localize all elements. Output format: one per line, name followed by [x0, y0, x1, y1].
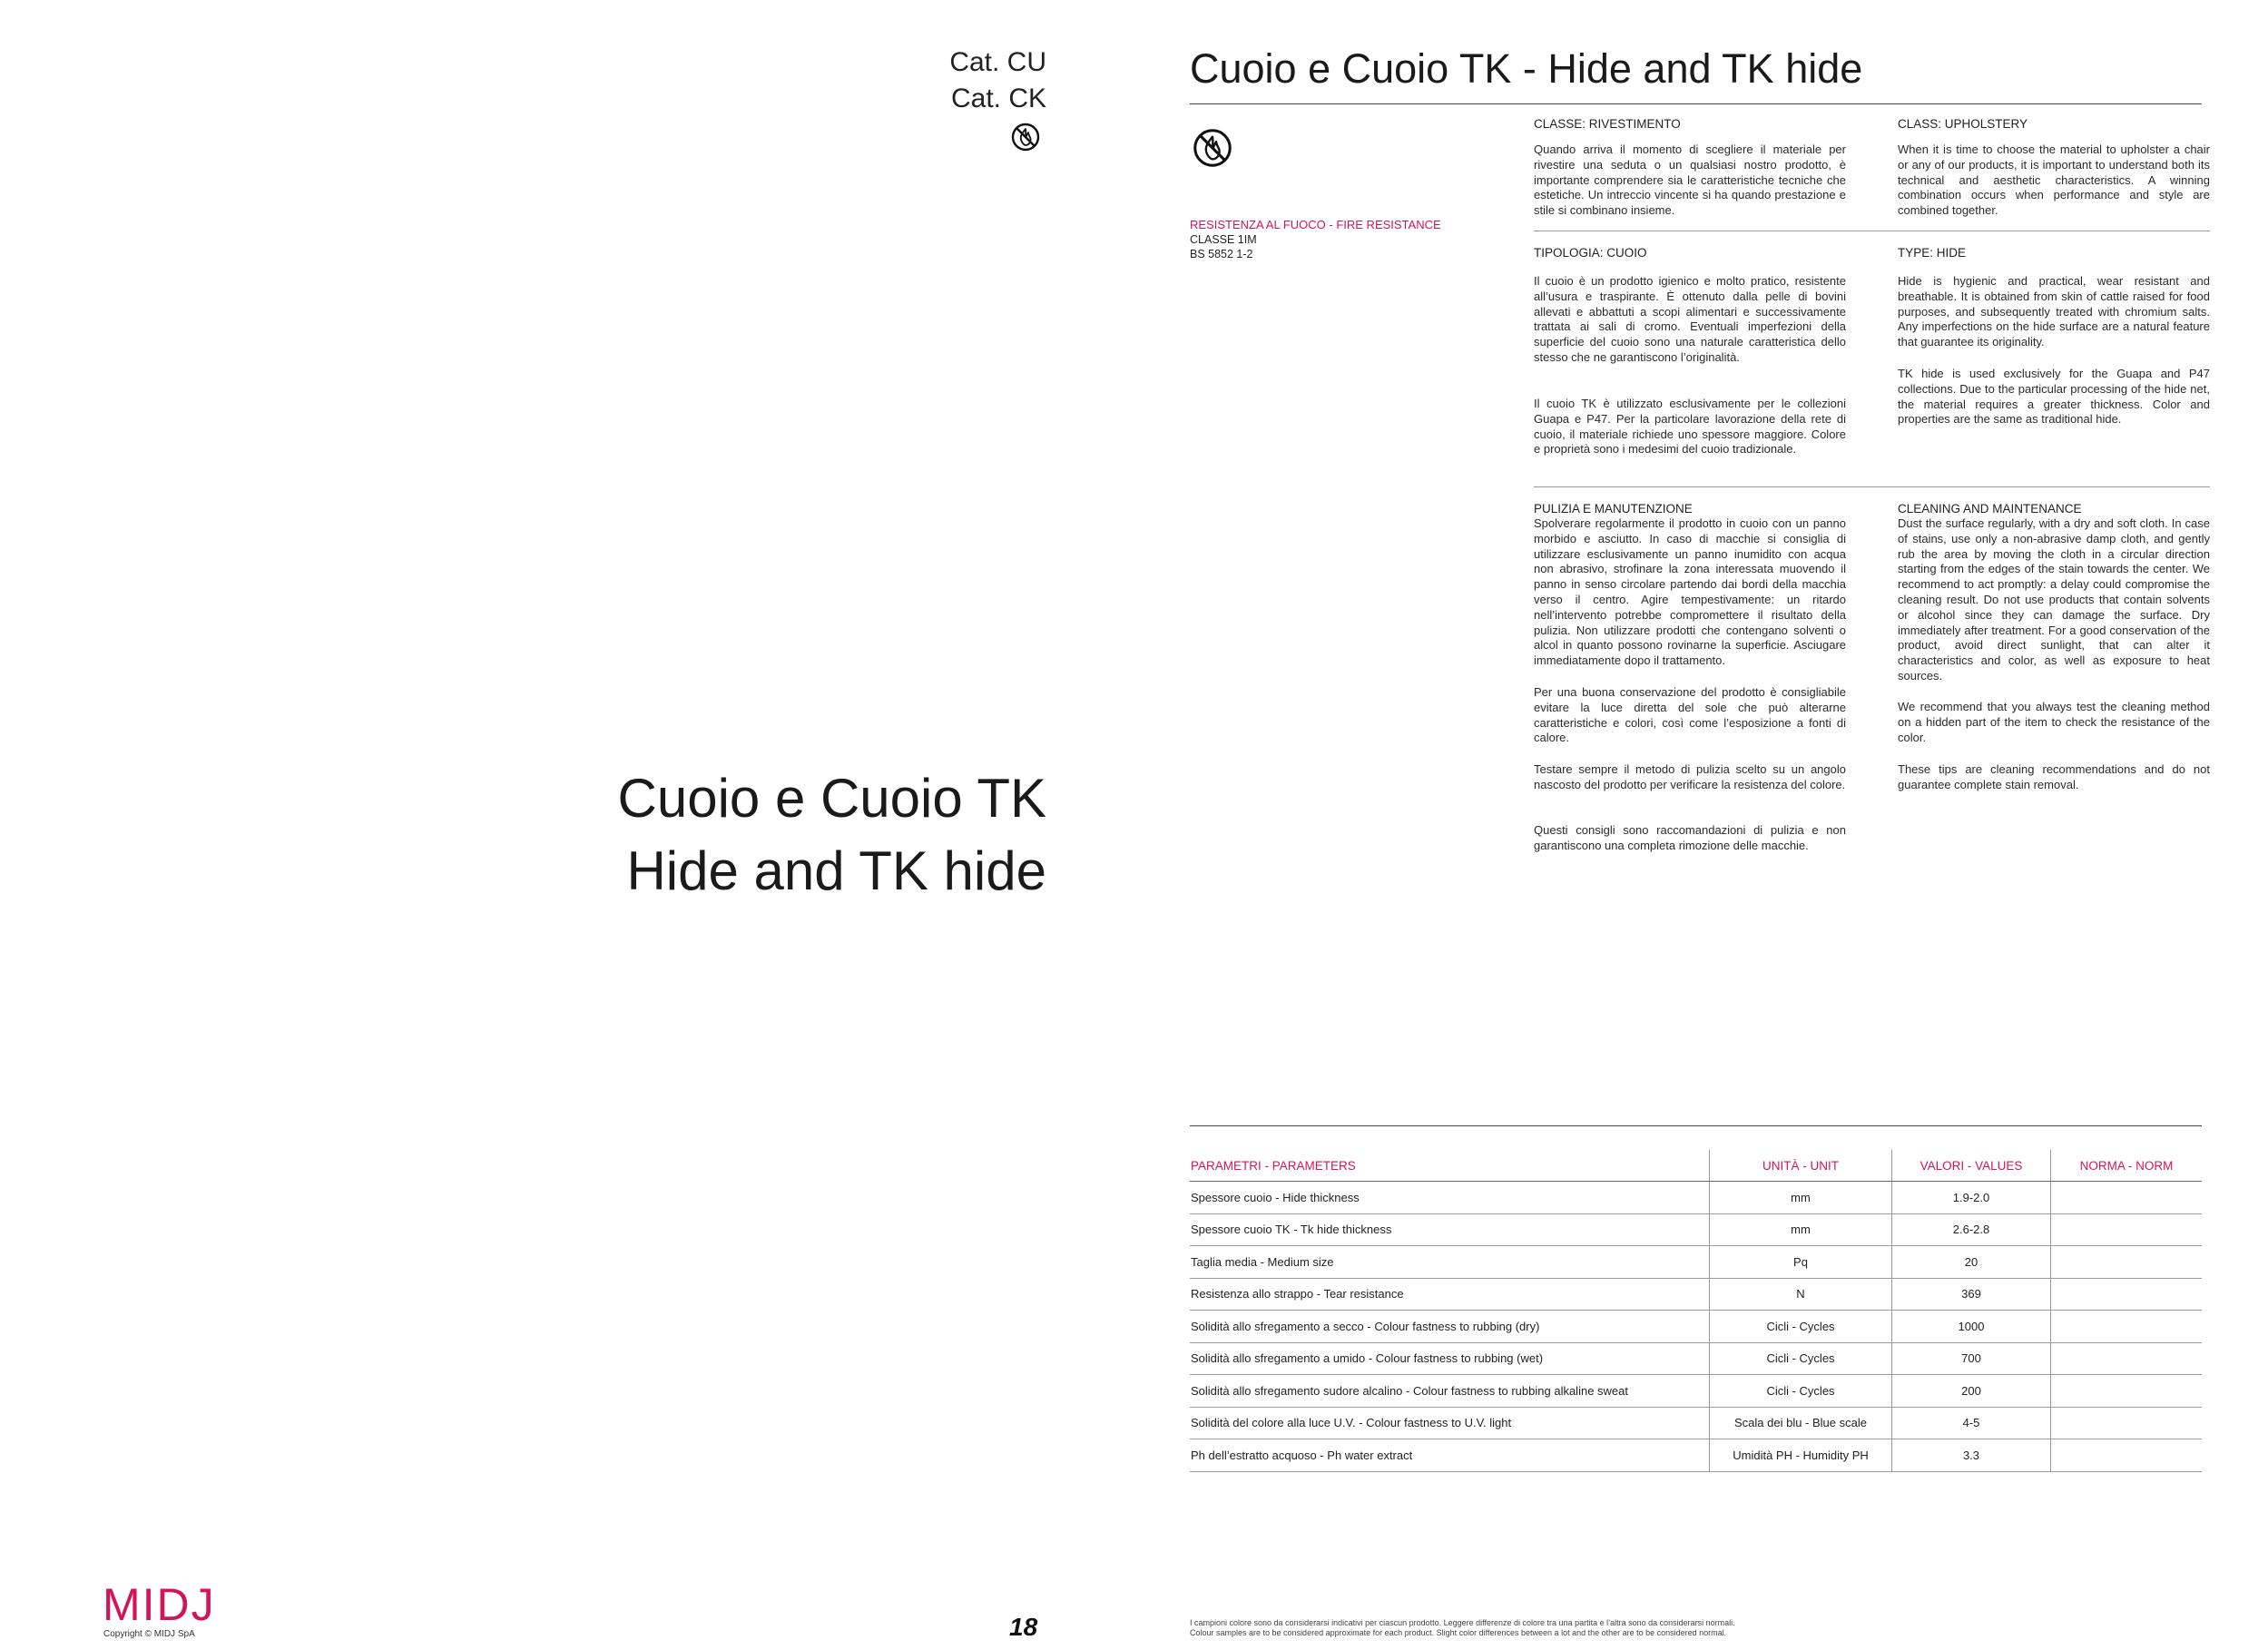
- value-cell: 1.9-2.0: [1892, 1182, 2051, 1214]
- type-text-it-2: Il cuoio TK è utilizzato esclusivamente per le collezioni Guapa e P47. Per la particolare lavorazione della rete di cuoio, il materiale richiede uno spessore maggiore. Colore e proprietà sono i medesimi del cuoio tradizionale.: [1534, 397, 1846, 457]
- hero-title-it: Cuoio e Cuoio TK: [617, 768, 1046, 829]
- parameters-table: [1190, 1150, 2202, 1472]
- cleaning-text-en-2: We recommend that you always test the cleaning method on a hidden part of the item to check the resistance of the color.: [1898, 700, 2210, 744]
- type-text-it-1: Il cuoio è un prodotto igienico e molto pratico, resistente all’usura e traspirante. È ottenuto dalla pelle di bovini allevati e abbattuti a scopi alimentari e successivamente trattata ai sali di cromo. Eventuali imperfezioni della superficie del cuoio sono una naturale caratteristica dello stesso che ne garantiscono l’originalità.: [1534, 274, 1846, 364]
- unit-cell: Cicli - Cycles: [1710, 1375, 1892, 1408]
- norm-cell: [2051, 1375, 2203, 1408]
- parameter-cell: Taglia media - Medium size: [1190, 1246, 1710, 1279]
- norm-cell: [2051, 1246, 2203, 1279]
- table-row: [1190, 1342, 2202, 1375]
- unit-cell: mm: [1710, 1182, 1892, 1214]
- parameter-cell: Ph dell’estratto acquoso - Ph water extract: [1190, 1439, 1710, 1472]
- cleaning-text-it-3: Questi consigli sono raccomandazioni di pulizia e non garantiscono una completa rimozione delle macchie.: [1534, 823, 1846, 852]
- table-header-row: [1190, 1150, 2202, 1182]
- type-text-en-1: Hide is hygienic and practical, wear resistant and breathable. It is obtained from skin of cattle raised for food purposes, and subsequently treated with chromium salts. Any imperfections on the hide surface are a natural feature that guarantee its originality.: [1898, 274, 2210, 349]
- table-row: [1190, 1246, 2202, 1279]
- table-row: [1190, 1213, 2202, 1246]
- table-row: [1190, 1182, 2202, 1214]
- value-cell: 3.3: [1892, 1439, 2051, 1472]
- norm-cell: [2051, 1342, 2203, 1375]
- norm-cell: [2051, 1278, 2203, 1311]
- value-cell: 1000: [1892, 1311, 2051, 1343]
- unit-cell: Umidità PH - Humidity PH: [1710, 1439, 1892, 1472]
- class-text-it: Quando arriva il momento di scegliere il materiale per rivestire una seduta o un qualsiasi nostro prodotto, è importante comprendere sia le caratteristiche tecniche che estetiche. Un intreccio vincente si ha quando prestazione e stile si combinano insieme.: [1534, 142, 1846, 218]
- table-row: [1190, 1278, 2202, 1311]
- table-row: [1190, 1407, 2202, 1439]
- fire-class: CLASSE 1IM: [1190, 233, 1257, 246]
- value-cell: 20: [1892, 1246, 2051, 1279]
- fire-standard: BS 5852 1-2: [1190, 248, 1253, 260]
- table-row: [1190, 1375, 2202, 1408]
- brand-logo: MIDJ: [103, 1579, 216, 1630]
- column-header-parameters: PARAMETRI - PARAMETERS: [1190, 1150, 1710, 1182]
- parameter-cell: Solidità del colore alla luce U.V. - Colour fastness to U.V. light: [1190, 1407, 1710, 1439]
- value-cell: 369: [1892, 1278, 2051, 1311]
- norm-cell: [2051, 1182, 2203, 1214]
- no-fire-icon: [1011, 123, 1040, 152]
- parameter-cell: Solidità allo sfregamento sudore alcalino - Colour fastness to rubbing alkaline sweat: [1190, 1375, 1710, 1408]
- fire-resistance-label: RESISTENZA AL FUOCO - FIRE RESISTANCE: [1190, 218, 1441, 231]
- copyright-text: Copyright © MIDJ SpA: [103, 1629, 195, 1639]
- norm-cell: [2051, 1439, 2203, 1472]
- unit-cell: mm: [1710, 1213, 1892, 1246]
- table-row: [1190, 1311, 2202, 1343]
- unit-cell: Cicli - Cycles: [1710, 1342, 1892, 1375]
- title-divider: [1190, 103, 2202, 104]
- column-header-values: VALORI - VALUES: [1892, 1150, 2051, 1182]
- table-top-divider: [1190, 1125, 2202, 1126]
- unit-cell: Scala dei blu - Blue scale: [1710, 1407, 1892, 1439]
- type-heading-it: TIPOLOGIA: CUOIO: [1534, 246, 1647, 260]
- unit-cell: Cicli - Cycles: [1710, 1311, 1892, 1343]
- column-header-unit: UNITÀ - UNIT: [1710, 1150, 1892, 1182]
- norm-cell: [2051, 1213, 2203, 1246]
- cleaning-text-en-3: These tips are cleaning recommendations and do not guarantee complete stain removal.: [1898, 762, 2210, 791]
- parameter-cell: Resistenza allo strappo - Tear resistance: [1190, 1278, 1710, 1311]
- type-text-en-2: TK hide is used exclusively for the Guapa and P47 collections. Due to the particular processing of the hide net, the material requires a greater thickness. Color and properties are the same as traditional hide.: [1898, 367, 2210, 427]
- parameter-cell: Solidità allo sfregamento a secco - Colour fastness to rubbing (dry): [1190, 1311, 1710, 1343]
- no-fire-icon: [1193, 128, 1232, 168]
- cleaning-text-it-1: Spolverare regolarmente il prodotto in cuoio con un panno morbido e asciutto. In caso di macchie si consiglia di utilizzare esclusivamente un panno inumidito con acqua non abrasivo, strofinare la zona interessata muovendo il panno in senso circolare partendo dai bordi della macchia verso il centro. Agire tempestivamente: un ritardo nell’intervento potrebbe compromettere il risultato della pulizia. Non utilizzare prodotti che contengano solventi o alcol in quanto possono rovinarne la superficie. Asciugare immediatamente dopo il trattamento.: [1534, 516, 1846, 668]
- cleaning-text-it-2: Testare sempre il metodo di pulizia scelto su un angolo nascosto del prodotto per verificare la resistenza del colore.: [1534, 762, 1846, 791]
- cleaning-text-en-1: Dust the surface regularly, with a dry and soft cloth. In case of stains, use only a non-abrasive damp cloth, and gently rub the area by moving the cloth in a circular direction starting from the edges of the stain towards the center. We recommend to act promptly: a delay could compromise the cleaning result. Do not use products that contain solvents or alcohol since they can damage the surface. Dry immediately after treatment. For a good conservation of the product, avoid direct sunlight, that can alter it characteristics and color, as well as exposure to heat sources.: [1898, 516, 2210, 683]
- category-label-cu: Cat. CU: [949, 47, 1046, 77]
- class-heading-en: CLASS: UPHOLSTERY: [1898, 117, 2028, 131]
- category-label-ck: Cat. CK: [950, 83, 1046, 113]
- page-title: Cuoio e Cuoio TK - Hide and TK hide: [1190, 45, 1863, 92]
- norm-cell: [2051, 1311, 2203, 1343]
- value-cell: 700: [1892, 1342, 2051, 1375]
- hero-title-en: Hide and TK hide: [626, 840, 1046, 901]
- type-heading-en: TYPE: HIDE: [1898, 246, 1967, 260]
- cleaning-text-it-1b: Per una buona conservazione del prodotto è consigliabile evitare la luce diretta del sole che può alterarne caratteristiche e colori, così come l’esposizione a fonti di calore.: [1534, 685, 1846, 745]
- parameter-cell: Spessore cuoio - Hide thickness: [1190, 1182, 1710, 1214]
- color-disclaimer: [1190, 1618, 1735, 1638]
- cleaning-heading-it: PULIZIA E MANUTENZIONE: [1534, 502, 1693, 516]
- disclaimer-en: Colour samples are to be considered approximate for each product. Slight color differences between a lot and the other are to be considered normal.: [1190, 1628, 1727, 1637]
- column-header-norm: NORMA - NORM: [2051, 1150, 2203, 1182]
- table-row: [1190, 1439, 2202, 1472]
- value-cell: 2.6-2.8: [1892, 1213, 2051, 1246]
- disclaimer-it: I campioni colore sono da considerarsi indicativi per ciascun prodotto. Leggere differenze di colore tra una partita e l’altra sono da considerarsi normali.: [1190, 1618, 1735, 1627]
- value-cell: 200: [1892, 1375, 2051, 1408]
- parameter-cell: Spessore cuoio TK - Tk hide thickness: [1190, 1213, 1710, 1246]
- norm-cell: [2051, 1407, 2203, 1439]
- cleaning-heading-en: CLEANING AND MAINTENANCE: [1898, 502, 2082, 516]
- page-number: 18: [1009, 1613, 1038, 1641]
- section-divider: [1534, 486, 2210, 487]
- parameter-cell: Solidità allo sfregamento a umido - Colour fastness to rubbing (wet): [1190, 1342, 1710, 1375]
- class-text-en: When it is time to choose the material to upholster a chair or any of our products, it is important to understand both its technical and aesthetic characteristics. A winning combination occurs when performance and style are combined together.: [1898, 142, 2210, 218]
- unit-cell: N: [1710, 1278, 1892, 1311]
- value-cell: 4-5: [1892, 1407, 2051, 1439]
- unit-cell: Pq: [1710, 1246, 1892, 1279]
- class-heading-it: CLASSE: RIVESTIMENTO: [1534, 117, 1681, 131]
